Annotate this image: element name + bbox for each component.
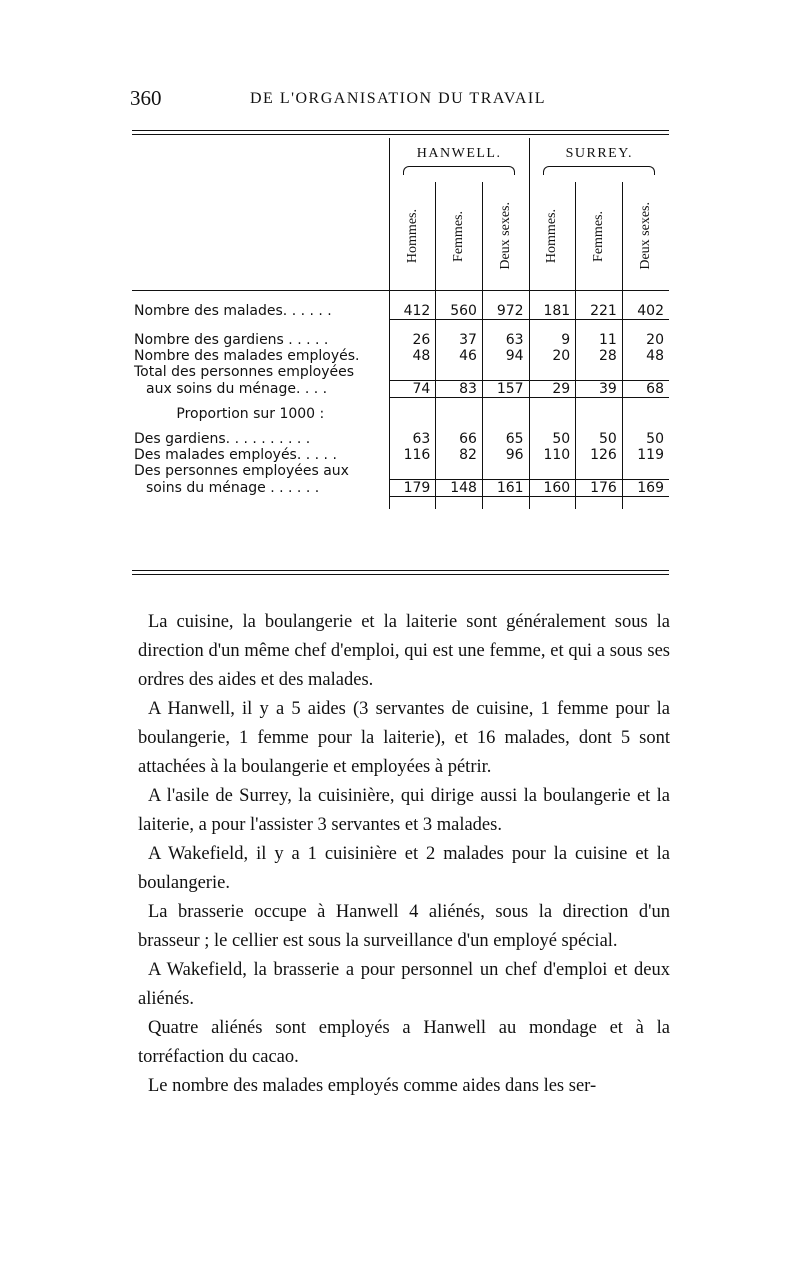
proportion-heading: Proportion sur 1000 : — [176, 406, 325, 422]
top-rule-inner — [132, 134, 669, 135]
page-number: 360 — [130, 86, 162, 110]
top-rule — [132, 130, 669, 131]
table-row: aux soins du ménage. . . . 74 83 157 29 39 68 — [132, 380, 669, 397]
statistics-table — [132, 138, 669, 509]
table-row: Des gardiens. . . . . . . . . . 63 66 65 50 50 50 — [132, 431, 669, 447]
column-header: Hommes. — [529, 182, 576, 291]
paragraph: A Wakefield, il y a 1 cuisinière et 2 malades pour la cuisine et la boulangerie. — [138, 844, 670, 893]
paragraph: A l'asile de Surrey, la cuisinière, qui dirige aussi la boulangerie et la laiterie, a pour l'assister 3 servantes et 3 malades. — [138, 786, 670, 835]
paragraph: A Wakefield, la brasserie a pour personnel un chef d'emploi et deux aliénés. — [138, 960, 670, 1009]
body-text — [138, 608, 670, 1101]
table-stub-head — [132, 138, 389, 291]
column-header: Deux sexes. — [622, 182, 669, 291]
paragraph: Le nombre des malades employés comme aides dans les ser- — [148, 1076, 597, 1096]
table-row: Des malades employés. . . . . 116 82 96 110 126 119 — [132, 447, 669, 463]
table-row: Nombre des malades employés. 48 46 94 20 28 48 — [132, 348, 669, 364]
paragraph: La brasserie occupe à Hanwell 4 aliénés, sous la direction d'un brasseur ; le cellier est sous la surveillance d'un employé spécial. — [138, 902, 670, 951]
column-header: Hommes. — [389, 182, 436, 291]
column-header: Deux sexes. — [482, 182, 529, 291]
group-header-hanwell: HANWELL. — [389, 138, 529, 182]
table-row: Nombre des gardiens . . . . . 26 37 63 9 11 20 — [132, 332, 669, 348]
paragraph: Quatre aliénés sont employés a Hanwell au mondage et à la torréfaction du cacao. — [138, 1018, 670, 1067]
table-row: Des personnes employées aux — [132, 463, 669, 479]
statistics-table-block — [132, 130, 669, 576]
paragraph: A Hanwell, il y a 5 aides (3 servantes de cuisine, 1 femme pour la boulangerie, 1 femme pour la laiterie), et 16 malades, dont 5 sont attachées à la boulangerie et employées à pétrir. — [138, 699, 670, 777]
table-row: soins du ménage . . . . . . 179 148 161 160 176 169 — [132, 479, 669, 496]
running-title: DE L'ORGANISATION DU TRAVAIL — [250, 90, 546, 107]
table-row: Nombre des malades. . . . . . 412 560 972 181 221 402 — [132, 303, 669, 320]
bottom-rule-inner — [132, 574, 669, 575]
column-header: Femmes. — [576, 182, 623, 291]
column-header: Femmes. — [436, 182, 483, 291]
paragraph: La cuisine, la boulangerie et la laiterie sont généralement sous la direction d'un même chef d'emploi, qui est une femme, et qui a sous ses ordres des aides et des malades. — [138, 612, 670, 690]
group-header-surrey: SURREY. — [529, 138, 669, 182]
table-row: Total des personnes employées — [132, 364, 669, 380]
page-header — [130, 86, 670, 116]
bottom-rule — [132, 570, 669, 571]
